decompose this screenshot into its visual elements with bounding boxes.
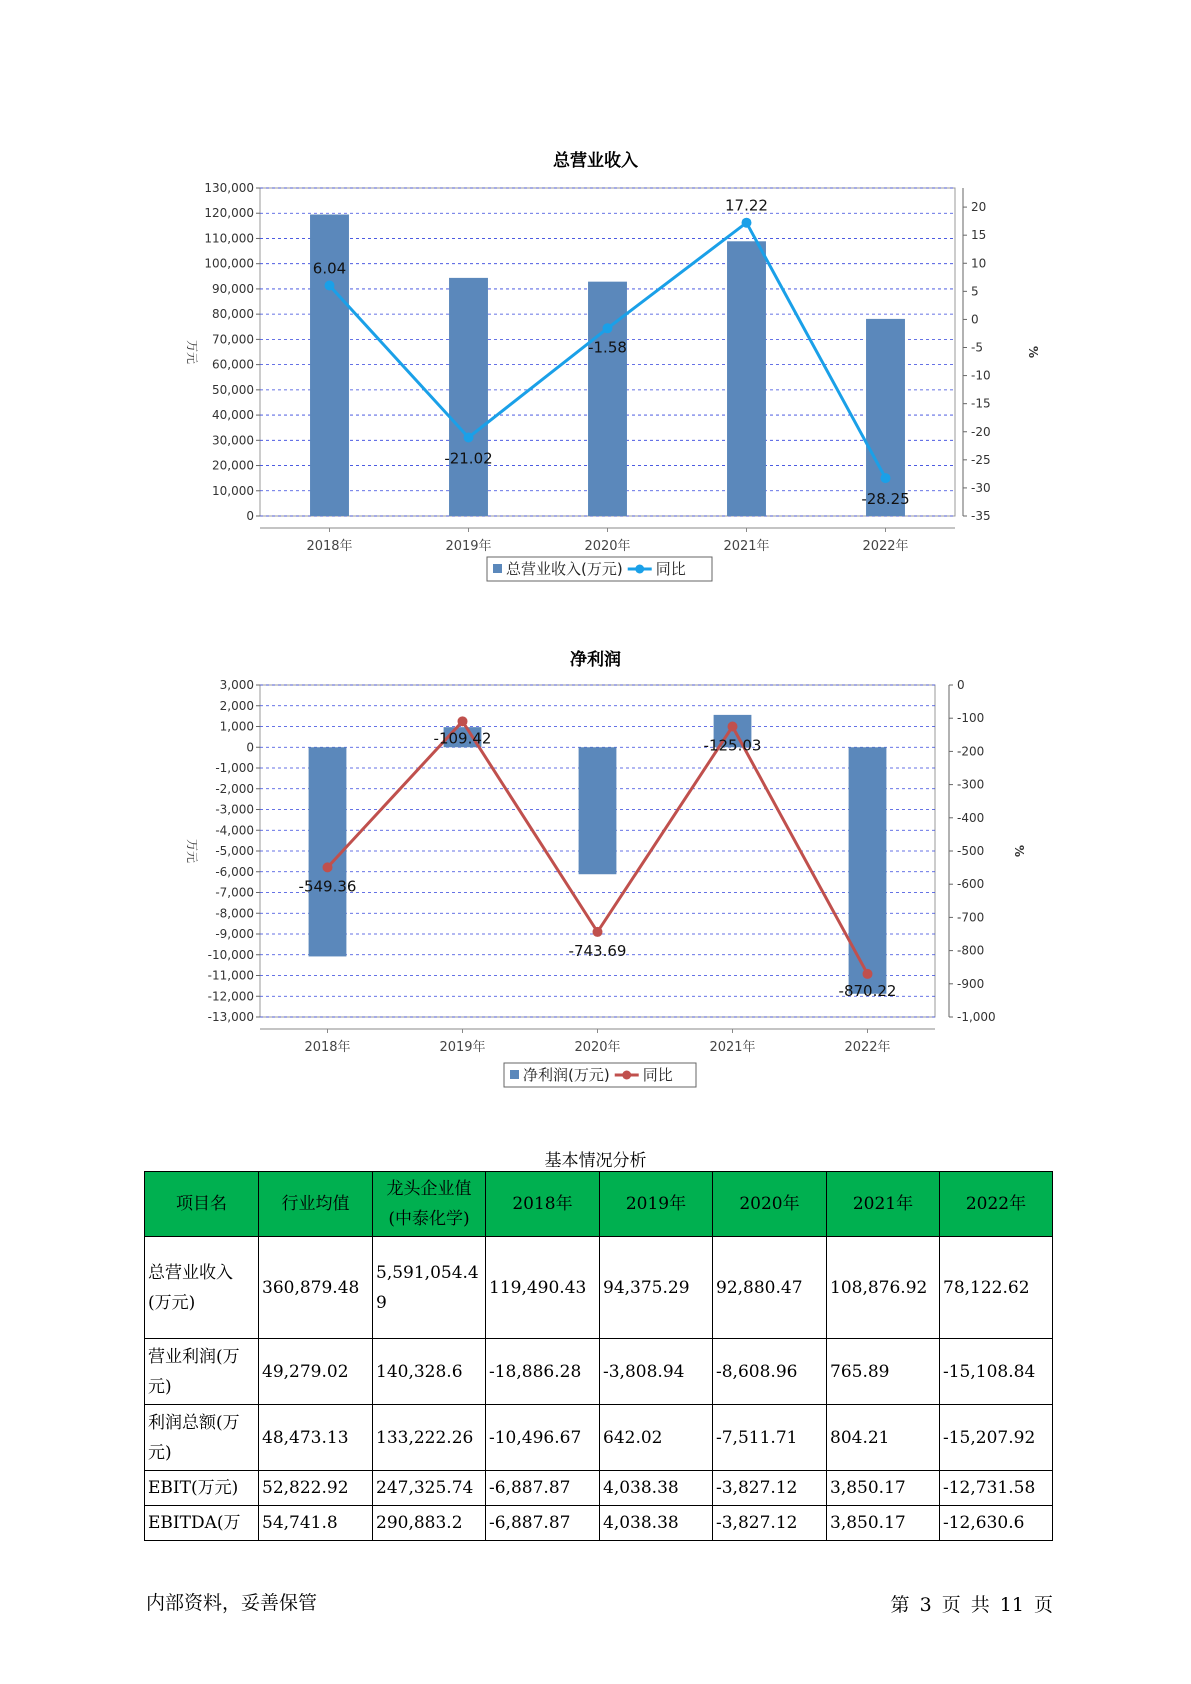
table-cell: -12,630.6 [940, 1506, 1053, 1541]
y-tick-label: 2,000 [219, 698, 254, 713]
y2-tick-label: -20 [971, 424, 991, 439]
y-tick-label: 50,000 [212, 382, 254, 397]
bar [449, 278, 488, 516]
y2-tick-label: -600 [957, 877, 985, 892]
y-tick-label: -1,000 [215, 761, 254, 775]
y-tick-label: 90,000 [212, 281, 254, 296]
y-tick-label: -3,000 [215, 802, 254, 817]
series-point [593, 927, 603, 937]
series-point [863, 969, 873, 979]
y-tick-label: 0 [246, 509, 254, 523]
y-tick-label: 30,000 [212, 433, 254, 448]
y-tick-label: -7,000 [215, 885, 254, 900]
table-row [145, 1405, 1053, 1471]
table-cell: 765.89 [827, 1339, 940, 1405]
table-cell: EBITDA(万 [145, 1506, 259, 1541]
y2-axis-title: % [1012, 844, 1026, 858]
y-tick-label: 1,000 [219, 719, 254, 734]
data-label: 6.04 [312, 259, 347, 278]
table-cell: 4,038.38 [600, 1506, 713, 1541]
y-tick-label: 20,000 [212, 458, 254, 473]
y2-tick-label: 20 [971, 200, 987, 215]
table-cell: 247,325.74 [373, 1471, 486, 1506]
table-cell: EBIT(万元) [145, 1471, 259, 1506]
legend-swatch-point [622, 1071, 631, 1080]
table-cell: 290,883.2 [373, 1506, 486, 1541]
y-tick-label: 80,000 [212, 307, 254, 322]
data-label: -28.25 [861, 490, 910, 509]
y-tick-label: 40,000 [212, 408, 254, 423]
table-cell: -18,886.28 [486, 1339, 600, 1405]
x-tick-label: 2021年 [723, 539, 770, 554]
y2-tick-label: -400 [957, 810, 985, 825]
bar [849, 747, 887, 994]
y2-tick-label: 5 [971, 284, 979, 299]
table-caption: 基本情况分析 [544, 1151, 647, 1171]
y2-tick-label: -10 [971, 368, 991, 383]
table-cell: -6,887.87 [486, 1506, 600, 1541]
footer-confidential-note: 内部资料，妥善保管 [146, 1592, 318, 1614]
table-cell: 108,876.92 [827, 1237, 940, 1339]
y-tick-label: 3,000 [219, 678, 254, 692]
bar [579, 747, 617, 874]
table-cell: 119,490.43 [486, 1237, 600, 1339]
series-point [881, 473, 891, 483]
y2-tick-label: -1,000 [957, 1010, 996, 1024]
y2-tick-label: -300 [957, 777, 985, 792]
bar [727, 241, 766, 516]
table-row [145, 1339, 1053, 1405]
legend-label-bar: 净利润(万元) [523, 1066, 610, 1084]
y2-tick-label: -700 [957, 910, 985, 925]
table-cell: 52,822.92 [259, 1471, 373, 1506]
chart-title-revenue: 总营业收入 [553, 151, 638, 171]
table-cell: -3,808.94 [600, 1339, 713, 1405]
table-cell: 94,375.29 [600, 1237, 713, 1339]
y-tick-label: -13,000 [207, 1010, 254, 1024]
y-tick-label: 0 [246, 740, 254, 755]
y-tick-label: -5,000 [215, 844, 254, 858]
x-tick-label: 2018年 [304, 1040, 351, 1055]
analysis-table [144, 1171, 1053, 1541]
chart-title-net-profit: 净利润 [570, 650, 621, 670]
table-cell: 92,880.47 [713, 1237, 827, 1339]
table-cell: 54,741.8 [259, 1506, 373, 1541]
table-cell: 49,279.02 [259, 1339, 373, 1405]
x-tick-label: 2021年 [709, 1040, 756, 1055]
table-cell: -8,608.96 [713, 1339, 827, 1405]
series-point [323, 862, 333, 872]
legend-label-bar: 总营业收入(万元) [506, 560, 623, 578]
revenue-chart [0, 170, 1191, 590]
data-label: -870.22 [838, 981, 897, 1000]
series-point [603, 323, 613, 333]
table-cell: 3,850.17 [827, 1506, 940, 1541]
data-label: 17.22 [725, 196, 768, 215]
y-tick-label: -10,000 [207, 947, 254, 962]
table-header-row [145, 1172, 1053, 1237]
y2-tick-label: -800 [957, 943, 985, 958]
data-label: -21.02 [444, 449, 493, 468]
y-tick-label: -11,000 [207, 968, 254, 983]
legend-label-line: 同比 [655, 560, 686, 578]
y-tick-label: -8,000 [215, 906, 254, 921]
table-row [145, 1237, 1053, 1339]
header-cell: 项目名 [145, 1172, 259, 1237]
data-label: -109.42 [433, 729, 492, 748]
y-axis-title: 万元 [185, 339, 199, 365]
table-cell: -12,731.58 [940, 1471, 1053, 1506]
x-tick-label: 2019年 [439, 1040, 486, 1055]
series-point [464, 432, 474, 442]
y-tick-label: 60,000 [212, 357, 254, 372]
y-tick-label: -9,000 [215, 927, 254, 941]
table-cell: -3,827.12 [713, 1506, 827, 1541]
table-cell: -6,887.87 [486, 1471, 600, 1506]
header-cell: 2020年 [713, 1172, 827, 1237]
y2-tick-label: -100 [957, 711, 985, 726]
table-cell: -15,207.92 [940, 1405, 1053, 1471]
table-cell: 5,591,054.49 [373, 1237, 486, 1339]
y2-tick-label: 10 [971, 256, 987, 271]
header-cell: 2018年 [486, 1172, 600, 1237]
legend-swatch-bar [510, 1070, 519, 1079]
x-tick-label: 2018年 [306, 539, 353, 554]
table-cell: 4,038.38 [600, 1471, 713, 1506]
legend-swatch-point [635, 565, 644, 574]
y2-tick-label: -200 [957, 744, 985, 759]
table-cell: 利润总额(万元) [145, 1405, 259, 1471]
net-profit-chart [0, 665, 1191, 1095]
y2-tick-label: -30 [971, 480, 991, 495]
x-tick-label: 2019年 [445, 539, 492, 554]
table-cell: 48,473.13 [259, 1405, 373, 1471]
y2-tick-label: -25 [971, 452, 991, 467]
y2-tick-label: -35 [971, 509, 991, 523]
header-cell: 2019年 [600, 1172, 713, 1237]
y-tick-label: 10,000 [212, 483, 254, 498]
y2-tick-label: -15 [971, 396, 991, 411]
table-cell: -15,108.84 [940, 1339, 1053, 1405]
bar [866, 319, 905, 516]
series-point [325, 281, 335, 291]
y-tick-label: 120,000 [204, 206, 254, 221]
table-cell: 642.02 [600, 1405, 713, 1471]
table-row [145, 1506, 1053, 1541]
series-point [458, 716, 468, 726]
legend-label-line: 同比 [642, 1066, 673, 1084]
y-tick-label: 100,000 [204, 256, 254, 271]
table-cell: 360,879.48 [259, 1237, 373, 1339]
y-tick-label: -6,000 [215, 864, 254, 879]
y2-tick-label: 0 [971, 312, 979, 327]
table-cell: 78,122.62 [940, 1237, 1053, 1339]
x-tick-label: 2020年 [574, 1040, 621, 1055]
y-tick-label: 70,000 [212, 332, 254, 347]
data-label: -743.69 [568, 941, 627, 960]
x-tick-label: 2022年 [862, 539, 909, 554]
y2-tick-label: -500 [957, 844, 985, 858]
table-cell: 140,328.6 [373, 1339, 486, 1405]
data-label: -1.58 [588, 338, 627, 357]
legend [487, 557, 712, 581]
y-tick-label: -2,000 [215, 781, 254, 796]
table-cell: 3,850.17 [827, 1471, 940, 1506]
table-cell: -3,827.12 [713, 1471, 827, 1506]
footer-page-number: 第 3 页 共 11 页 [890, 1594, 1053, 1616]
table-cell: -7,511.71 [713, 1405, 827, 1471]
table-row [145, 1471, 1053, 1506]
table-cell: 营业利润(万元) [145, 1339, 259, 1405]
header-cell: 行业均值 [259, 1172, 373, 1237]
table-cell: 804.21 [827, 1405, 940, 1471]
data-label: -549.36 [298, 877, 357, 896]
y-tick-label: -4,000 [215, 823, 254, 838]
y2-axis-title: % [1026, 345, 1040, 359]
y2-tick-label: -5 [971, 340, 983, 355]
data-label: -125.03 [703, 736, 762, 755]
series-point [728, 722, 738, 732]
header-cell: 龙头企业值(中泰化学) [373, 1172, 486, 1237]
y2-tick-label: -900 [957, 976, 985, 991]
header-cell: 2021年 [827, 1172, 940, 1237]
series-point [742, 218, 752, 228]
legend [504, 1063, 696, 1087]
header-cell: 2022年 [940, 1172, 1053, 1237]
y2-tick-label: 0 [957, 678, 965, 692]
y-tick-label: 130,000 [204, 181, 254, 195]
table-cell: -10,496.67 [486, 1405, 600, 1471]
y-tick-label: 110,000 [204, 231, 254, 246]
table-cell: 133,222.26 [373, 1405, 486, 1471]
y-tick-label: -12,000 [207, 989, 254, 1004]
table-cell: 总营业收入(万元) [145, 1237, 259, 1339]
legend-swatch-bar [493, 564, 502, 573]
y-axis-title: 万元 [185, 838, 199, 864]
x-tick-label: 2022年 [844, 1040, 891, 1055]
y2-tick-label: 15 [971, 228, 987, 243]
x-tick-label: 2020年 [584, 539, 631, 554]
